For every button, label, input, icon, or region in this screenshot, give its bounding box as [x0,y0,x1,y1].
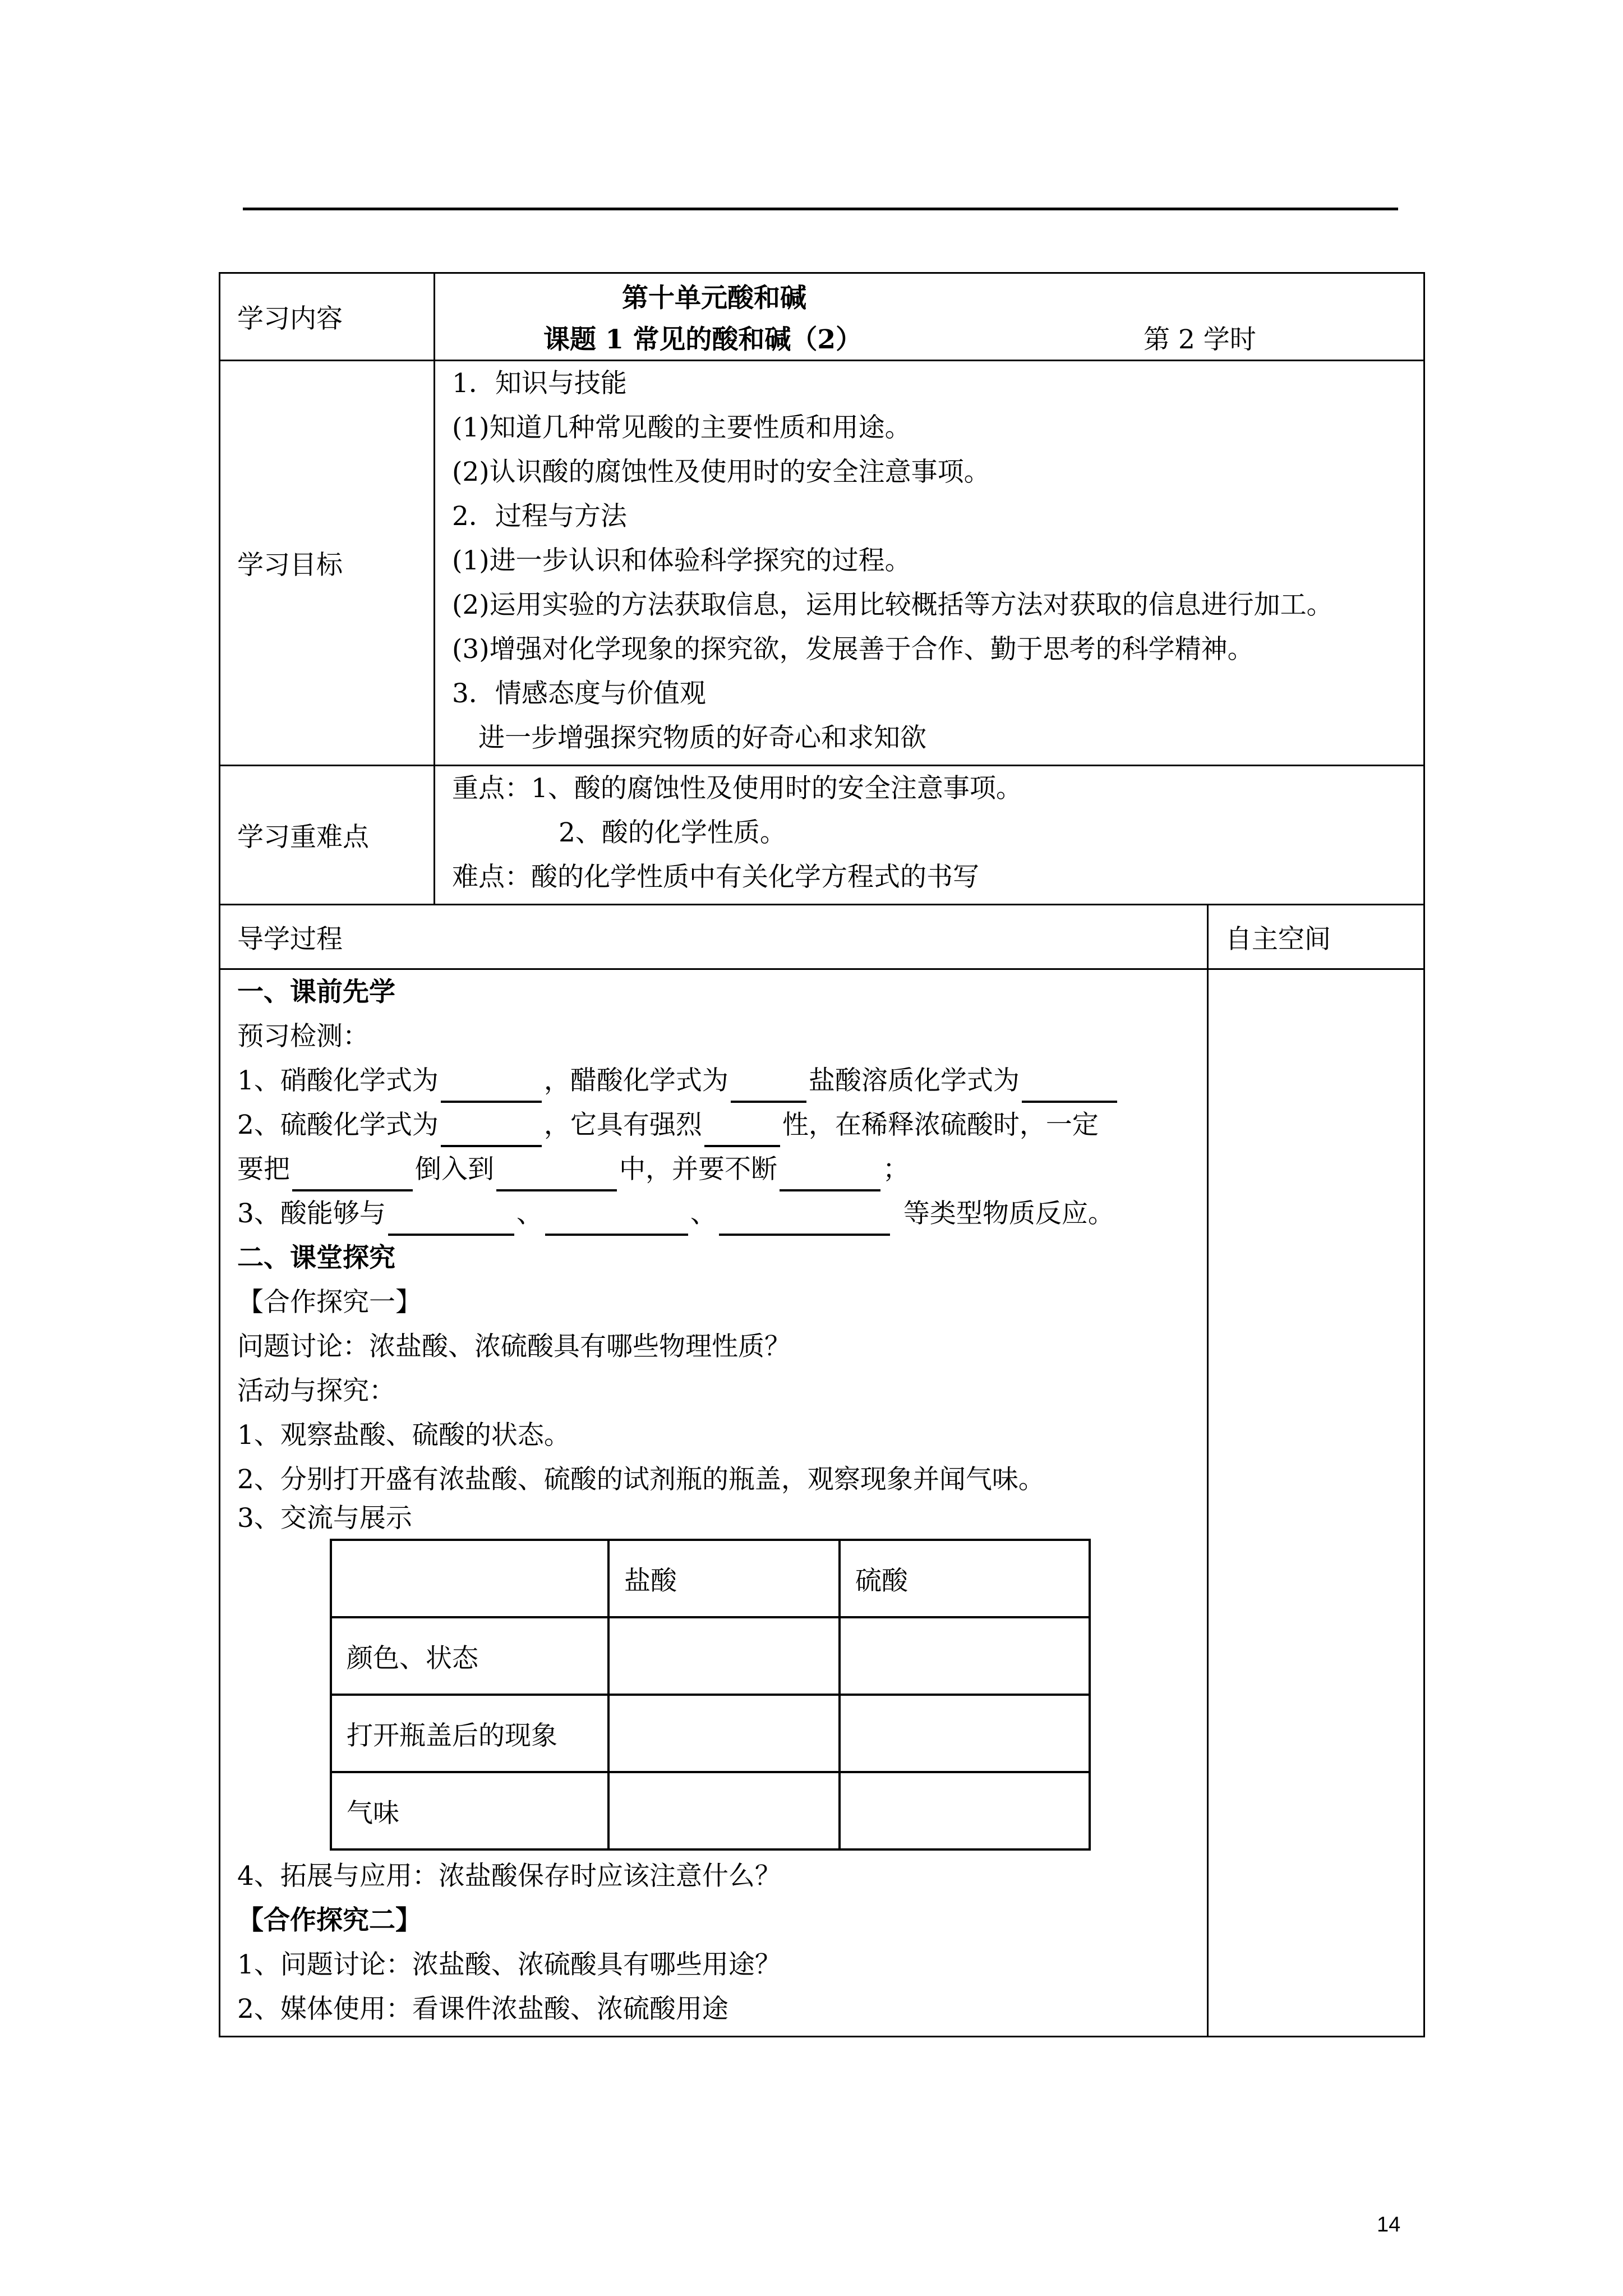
process-header-row [220,905,1424,969]
answer-blank[interactable] [441,1112,542,1147]
question-text: 、 [690,1198,717,1229]
property-table-corner [331,1540,608,1617]
property-answer-cell[interactable] [608,1695,840,1772]
property-answer-cell[interactable] [608,1617,840,1695]
answer-blank[interactable] [719,1201,890,1236]
section-heading: 一、课前先学 [237,977,395,1007]
property-table-col-hcl: 盐酸 [608,1540,840,1617]
question-text: 中，并要不断 [619,1154,777,1185]
process-body-row [220,969,1424,2037]
property-row-label: 颜色、状态 [331,1617,608,1695]
property-table-header [331,1540,1090,1617]
question-text: 要把 [237,1154,290,1185]
process-body [220,969,1208,2037]
activity-label: 活动与探究： [237,1375,395,1406]
question-text: ，它具有强烈 [543,1110,702,1140]
keypoint-line: 重点：1、酸的腐蚀性及使用时的安全注意事项。 [452,773,1022,804]
keypoint-line: 难点：酸的化学性质中有关化学方程式的书写 [452,862,979,892]
answer-blank[interactable] [388,1201,514,1236]
property-answer-cell[interactable] [840,1617,1090,1695]
answer-blank[interactable] [780,1157,880,1191]
objective-line: (2)认识酸的腐蚀性及使用时的安全注意事项。 [452,457,990,487]
objective-line: 进一步增强探究物质的好奇心和求知欲 [478,723,926,753]
self-space-label: 自主空间 [1208,905,1424,969]
property-answer-cell[interactable] [840,1695,1090,1772]
media-line: 2、媒体使用：看课件浓盐酸、浓硫酸用途 [237,1994,728,2024]
content-label: 学习内容 [220,273,435,361]
keypoint-line: 2、酸的化学性质。 [559,817,786,848]
unit-title: 第十单元酸和碱 [622,283,806,314]
property-table-col-h2so4: 硫酸 [840,1540,1090,1617]
keypoints-row [220,766,1424,905]
question-text: 盐酸溶质化学式为 [808,1065,1020,1096]
answer-blank[interactable] [545,1201,688,1236]
objective-line: 2．过程与方法 [452,501,627,532]
property-answer-cell[interactable] [608,1772,840,1849]
objective-line: (3)增强对化学现象的探究欲，发展善于合作、勤于思考的科学精神。 [452,634,1254,665]
objectives-cell [435,361,1424,766]
question-text: 等类型物质反应。 [903,1198,1114,1229]
answer-blank[interactable] [731,1068,806,1103]
self-space-cell[interactable] [1208,969,1424,2037]
answer-blank[interactable] [496,1157,617,1191]
answer-blank[interactable] [704,1112,780,1147]
coop-heading: 【合作探究二】 [237,1905,422,1936]
objective-line: 3．情感态度与价值观 [452,678,706,709]
keypoints-label: 学习重难点 [220,766,435,905]
step-line: 4、拓展与应用：浓盐酸保存时应该注意什么？ [237,1861,781,1892]
question-text: ，醋酸化学式为 [543,1065,728,1096]
content-row [220,273,1424,361]
topic-title: 课题 1 常见的酸和碱（2） [543,324,863,355]
question-line [237,1059,1207,1103]
question-text: 、 [516,1198,543,1229]
property-answer-cell[interactable] [840,1772,1090,1849]
header-rule [243,208,1398,210]
question-text: 3、酸能够与 [237,1198,386,1229]
content-cell [435,273,1424,361]
step-line: 3、交流与展示 [237,1503,412,1534]
section-heading: 二、课堂探究 [237,1243,395,1273]
discussion-line: 1、问题讨论：浓盐酸、浓硫酸具有哪些用途？ [237,1949,781,1980]
answer-blank[interactable] [292,1157,413,1191]
discussion-line: 问题讨论：浓盐酸、浓硫酸具有哪些物理性质？ [237,1331,791,1362]
property-table-row [331,1617,1090,1695]
question-text: 倒入到 [415,1154,494,1185]
question-text: 2、硫酸化学式为 [237,1110,439,1140]
period-label: 第 2 学时 [1144,324,1256,355]
property-row-label: 打开瓶盖后的现象 [331,1695,608,1772]
property-table-row [331,1772,1090,1849]
answer-blank[interactable] [441,1068,542,1103]
preview-label: 预习检测： [237,1021,369,1052]
objectives-row [220,361,1424,766]
question-text: ； [883,1154,909,1185]
property-row-label: 气味 [331,1772,608,1849]
coop-heading: 【合作探究一】 [237,1287,422,1318]
question-text: 性，在稀释浓硫酸时，一定 [782,1110,1099,1140]
question-text: 1、硝酸化学式为 [237,1065,439,1096]
page-number: 14 [1377,2213,1401,2237]
property-table-row [331,1695,1090,1772]
objectives-label: 学习目标 [220,361,435,766]
answer-blank[interactable] [1022,1068,1117,1103]
step-line: 1、观察盐酸、硫酸的状态。 [237,1420,570,1451]
keypoints-cell [435,766,1424,905]
lesson-plan-table [219,272,1425,2037]
question-line [237,1147,1207,1191]
question-line [237,1191,1207,1236]
objective-line: (1)知道几种常见酸的主要性质和用途。 [452,412,911,443]
objective-line: (1)进一步认识和体验科学探究的过程。 [452,545,911,576]
objective-line: (2)运用实验的方法获取信息，运用比较概括等方法对获取的信息进行加工。 [452,590,1333,620]
property-table [330,1539,1091,1851]
step-line: 2、分别打开盛有浓盐酸、硫酸的试剂瓶的瓶盖，观察现象并闻气味。 [237,1464,1045,1495]
process-label: 导学过程 [220,905,1208,969]
objective-line: 1．知识与技能 [452,368,627,399]
question-line [237,1103,1207,1147]
